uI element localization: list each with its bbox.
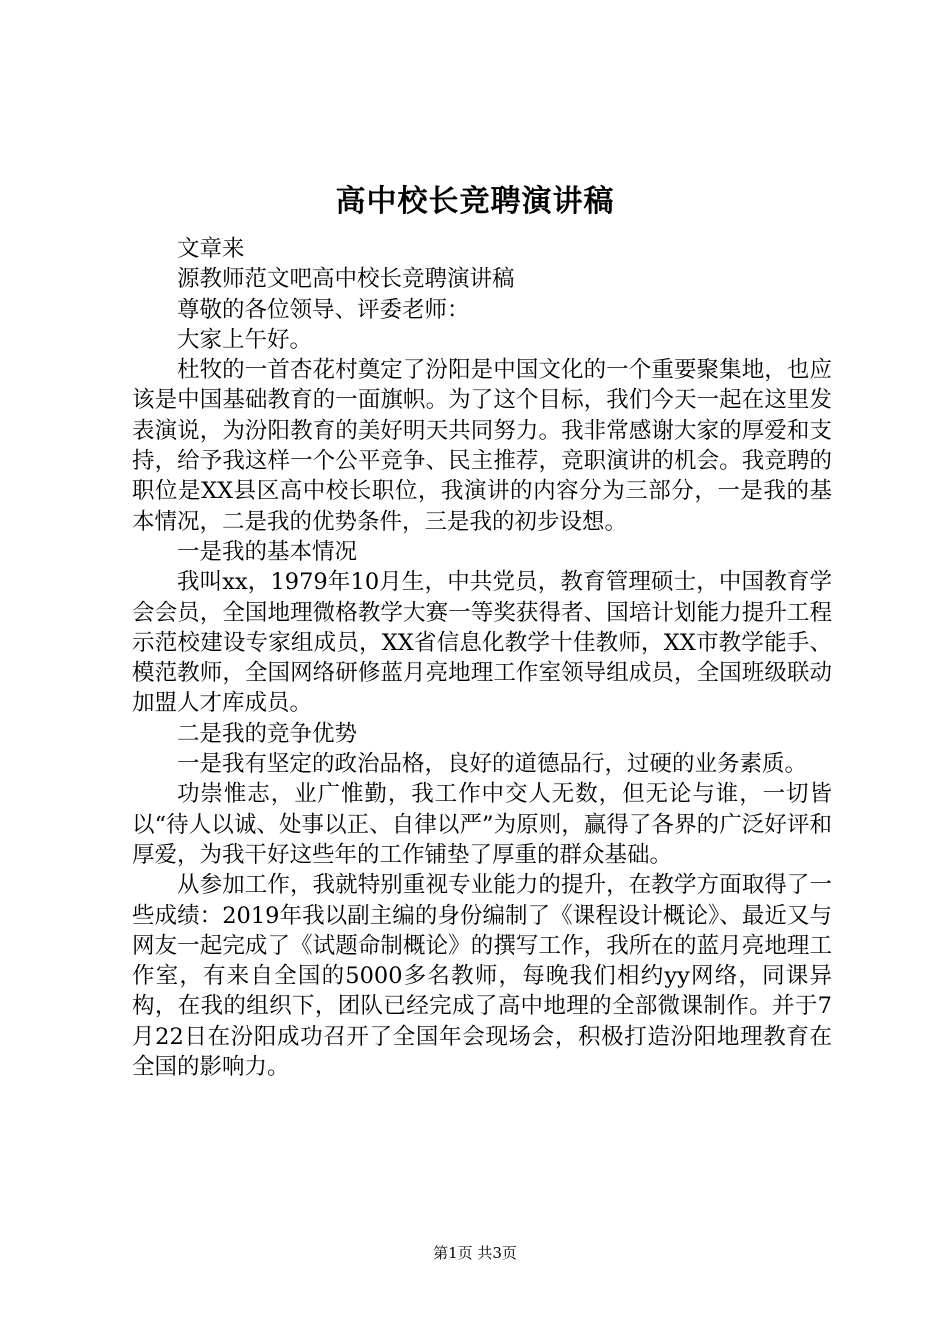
paragraph: 大家上午好。 [177,326,313,353]
paragraph: 源教师范文吧高中校长竞聘演讲稿 [177,266,515,293]
section-heading: 一是我的基本情况 [177,538,358,565]
document-body [132,234,832,1082]
paragraph: 功崇惟志，业广惟勤，我工作中交人无数，但无论与谁，一切皆以“待人以诚、处事以正、自律以严”为原则，赢得了各界的广泛好评和厚爱，为我干好这些年的工作铺垫了厚重的群众基础。 [132,781,832,868]
document-title: 高中校长竞聘演讲稿 [335,184,615,219]
paragraph: 从参加工作，我就特别重视专业能力的提升，在教学方面取得了一些成绩：2019年我以副主编的身份编制了《课程设计概论》、最近又与网友一起完成了《试题命制概论》的撰写工作，我所在的蓝月亮地理工作室，有来自全国的5000多名教师，每晚我们相约yy网络，同课异构，在我的组织下，团队已经完成了高中地理的全部微课制作。并于7月22日在汾阳成功召开了全国年会现场会，积极打造汾阳地理教育在全国的影响力。 [132,872,832,1081]
paragraph: 尊敬的各位领导、评委老师： [177,296,470,323]
section-heading: 二是我的竞争优势 [177,720,358,747]
page-footer: 第1页 共3页 [433,1244,517,1262]
paragraph: 一是我有坚定的政治品格，良好的道德品行，过硬的业务素质。 [177,751,808,778]
paragraph: 我叫xx，1979年10月生，中共党员，教育管理硕士，中国教育学会会员，全国地理微格教学大赛一等奖获得者、国培计划能力提升工程示范校建设专家组成员，XX省信息化教学十佳教师，XX市教学能手、模范教师，全国网络研修蓝月亮地理工作室领导组成员，全国班级联动加盟人才库成员。 [132,569,832,717]
paragraph: 杜牧的一首杏花村奠定了汾阳是中国文化的一个重要聚集地，也应该是中国基础教育的一面旗帜。为了这个目标，我们今天一起在这里发表演说，为汾阳教育的美好明天共同努力。我非常感谢大家的厚爱和支持，给予我这样一个公平竞争、民主推荐，竞职演讲的机会。我竞聘的职位是XX县区高中校长职位，我演讲的内容分为三部分，一是我的基本情况，二是我的优势条件，三是我的初步设想。 [132,357,832,535]
paragraph: 文章来 [177,236,245,262]
